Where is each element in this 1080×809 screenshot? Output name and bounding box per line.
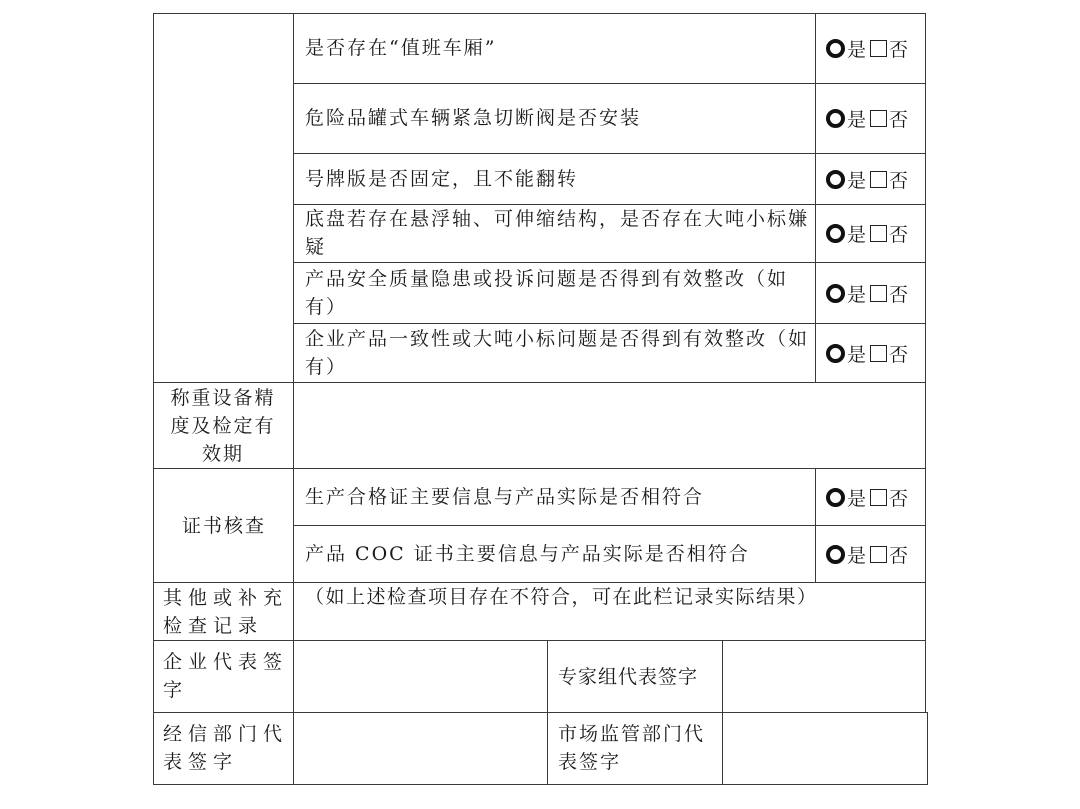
radio-selected-icon[interactable] — [826, 545, 845, 564]
yes-no-option[interactable] — [826, 482, 926, 512]
other-records-note[interactable]: （如上述检查项目存在不符合，可在此栏记录实际结果） — [305, 586, 818, 608]
checklist-question: 底盘若存在悬浮轴、可伸缩结构，是否存在大吨小标嫌疑 — [305, 208, 810, 258]
col-divider — [815, 468, 816, 583]
weighing-equipment-field[interactable] — [295, 384, 924, 467]
yes-label: 是 — [847, 38, 868, 61]
col-divider — [815, 13, 816, 383]
radio-selected-icon[interactable] — [826, 109, 845, 128]
checkbox-empty-icon[interactable] — [870, 345, 887, 362]
no-label: 否 — [889, 283, 910, 306]
yes-no-option[interactable] — [826, 33, 926, 63]
other-records-label: 其他或补充检查记录 — [163, 586, 289, 637]
checklist-question: 危险品罐式车辆紧急切断阀是否安装 — [305, 107, 642, 129]
no-label: 否 — [889, 38, 910, 61]
no-label: 否 — [889, 487, 910, 510]
checkbox-empty-icon[interactable] — [870, 225, 887, 242]
checkbox-empty-icon[interactable] — [870, 171, 887, 188]
expert-signature-label: 专家组代表签字 — [558, 665, 699, 688]
no-label: 否 — [889, 223, 910, 246]
yes-label: 是 — [847, 223, 868, 246]
no-label: 否 — [889, 169, 910, 192]
yes-no-option[interactable] — [826, 164, 926, 194]
radio-selected-icon[interactable] — [826, 170, 845, 189]
checkbox-empty-icon[interactable] — [870, 285, 887, 302]
no-label: 否 — [889, 108, 910, 131]
no-label: 否 — [889, 343, 910, 366]
yes-no-option[interactable] — [826, 103, 926, 133]
enterprise-signature-field[interactable] — [295, 642, 546, 711]
checkbox-empty-icon[interactable] — [870, 546, 887, 563]
enterprise-signature-label: 企业代表签字 — [163, 651, 289, 701]
yes-label: 是 — [847, 169, 868, 192]
checklist-question: 产品 COC 证书主要信息与产品实际是否相符合 — [305, 543, 750, 565]
industry-dept-signature-field[interactable] — [295, 714, 546, 783]
radio-selected-icon[interactable] — [826, 488, 845, 507]
yes-label: 是 — [847, 544, 868, 567]
table-border-bottom — [153, 784, 928, 785]
col-divider — [547, 640, 548, 785]
yes-no-option[interactable] — [826, 539, 926, 569]
certificate-check-label: 证书核查 — [181, 514, 266, 537]
yes-label: 是 — [847, 343, 868, 366]
checkbox-empty-icon[interactable] — [870, 110, 887, 127]
market-dept-signature-field[interactable] — [724, 714, 926, 783]
yes-no-option[interactable] — [826, 218, 926, 248]
no-label: 否 — [889, 544, 910, 567]
checklist-question: 是否存在“值班车厢” — [305, 37, 497, 59]
market-dept-signature-label: 市场监管部门代表签字 — [558, 723, 706, 773]
yes-no-option[interactable] — [826, 338, 926, 368]
radio-selected-icon[interactable] — [826, 39, 845, 58]
yes-no-option[interactable] — [826, 278, 926, 308]
checkbox-empty-icon[interactable] — [870, 489, 887, 506]
table-border-left — [153, 13, 154, 785]
checklist-question: 生产合格证主要信息与产品实际是否相符合 — [305, 486, 705, 508]
industry-dept-signature-label: 经信部门代表签字 — [163, 723, 289, 773]
checkbox-empty-icon[interactable] — [870, 40, 887, 57]
checklist-question: 号牌版是否固定，且不能翻转 — [305, 167, 579, 190]
radio-selected-icon[interactable] — [826, 224, 845, 243]
radio-selected-icon[interactable] — [826, 284, 845, 303]
table-border-right — [927, 712, 928, 785]
yes-label: 是 — [847, 108, 868, 131]
checklist-question: 企业产品一致性或大吨小标问题是否得到有效整改（如有） — [305, 327, 810, 378]
expert-signature-field[interactable] — [724, 642, 924, 711]
yes-label: 是 — [847, 487, 868, 510]
radio-selected-icon[interactable] — [826, 344, 845, 363]
yes-label: 是 — [847, 283, 868, 306]
checklist-question: 产品安全质量隐患或投诉问题是否得到有效整改（如有） — [305, 267, 789, 318]
weighing-equipment-label: 称重设备精度及检定有效期 — [170, 386, 276, 465]
